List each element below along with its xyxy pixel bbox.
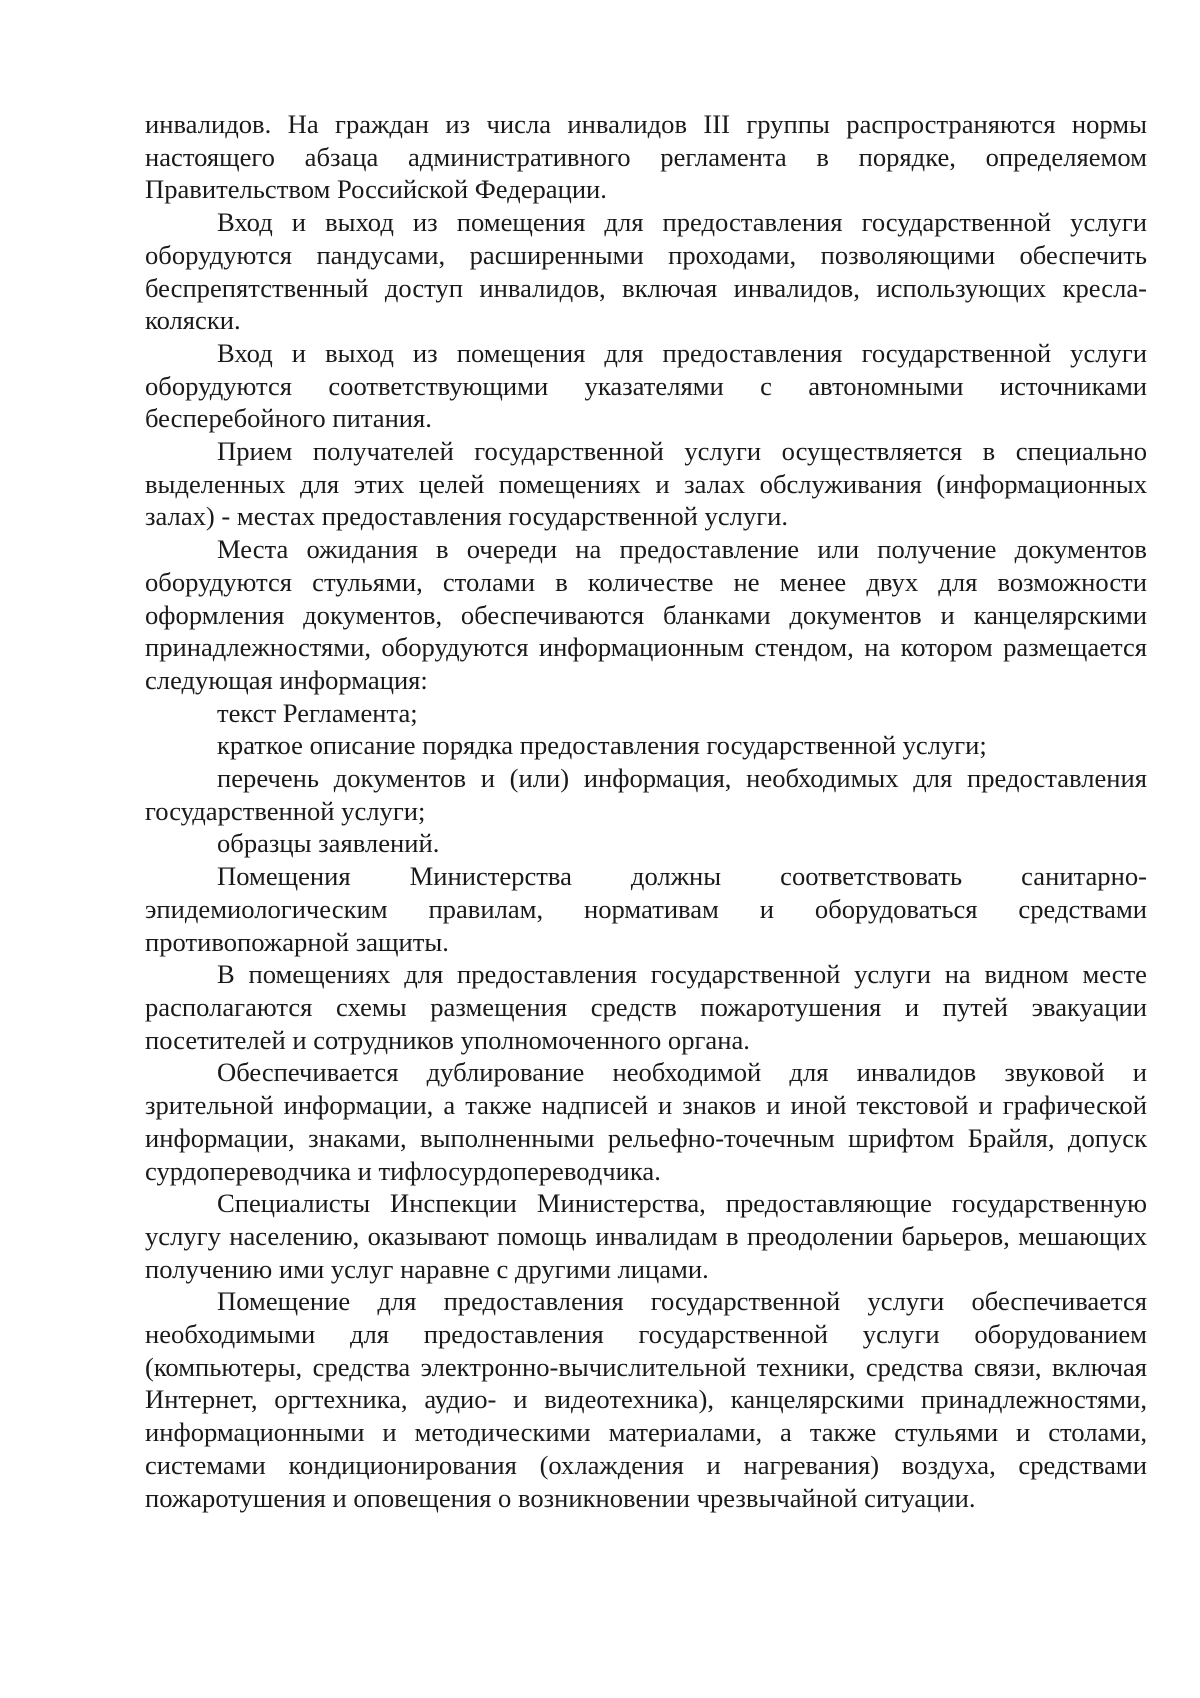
paragraph-entrance-signs: Вход и выход из помещения для предоставления государственной услуги оборудуются соответствующими указателями с автономными источниками бесперебойного питания.	[145, 337, 1147, 434]
paragraph-continuation: инвалидов. На граждан из числа инвалидов III группы распространяются нормы настоящего абзаца административного регламента в порядке, определяемом Правительством Российской Федерации.	[145, 109, 1147, 205]
paragraph-entrance-ramps: Вход и выход из помещения для предоставления государственной услуги оборудуются пандусами, расширенными проходами, позволяющими обеспечить беспрепятственный доступ инвалидов, включая инвалидов, использующих кресла-коляски.	[145, 207, 1147, 336]
paragraph-specialists-help: Специалисты Инспекции Министерства, предоставляющие государственную услугу населению, оказывают помощь инвалидам в преодолении барьеров, мешающих получению ими услуг наравне с другими лицами.	[145, 1188, 1147, 1284]
paragraph-evacuation-schemes: В помещениях для предоставления государственной услуги на видном месте располагаются схемы размещения средств пожаротушения и путей эвакуации посетителей и сотрудников уполномоченного органа.	[145, 959, 1147, 1055]
paragraph-braille-duplication: Обеспечивается дублирование необходимой для инвалидов звуковой и зрительной информации, а также надписей и знаков и иной текстовой и графической информации, знаками, выполненными рельефно-точечным шрифтом Брайля, допуск сурдопереводчика и тифлосурдопереводчика.	[145, 1057, 1147, 1186]
list-item-application-samples: образцы заявлений.	[217, 828, 440, 859]
list-item-regulation-text: текст Регламента;	[217, 697, 418, 728]
document-page	[145, 108, 1147, 1514]
paragraph-reception: Прием получателей государственной услуги осуществляется в специально выделенных для этих целей помещениях и залах обслуживания (информационных залах) - местах предоставления государственной услуги.	[145, 436, 1147, 532]
list-item-procedure-description: краткое описание порядка предоставления государственной услуги;	[217, 730, 987, 761]
paragraph-equipment: Помещение для предоставления государственной услуги обеспечивается необходимыми для предоставления государственной услуги оборудованием (компьютеры, средства электронно-вычислительной техники, средства связи, включая Интернет, оргтехника, аудио- и видеотехника), канцелярскими принадлежностями, информационными и методическими материалами, а также стульями и столами, системами кондиционирования (охлаждения и нагревания) воздуха, средствами пожаротушения и оповещения о возникновении чрезвычайной ситуации.	[145, 1286, 1147, 1513]
list-item-documents-list: перечень документов и (или) информация, необходимых для предоставления государственной услуги;	[145, 763, 1147, 826]
paragraph-sanitary-rules: Помещения Министерства должны соответствовать санитарно-эпидемиологическим правилам, нормативам и оборудоваться средствами противопожарной защиты.	[145, 861, 1147, 957]
paragraph-waiting-areas: Места ожидания в очереди на предоставление или получение документов оборудуются стульями, столами в количестве не менее двух для возможности оформления документов, обеспечиваются бланками документов и канцелярскими принадлежностями, оборудуются информационным стендом, на котором размещается следующая информация:	[145, 534, 1147, 695]
